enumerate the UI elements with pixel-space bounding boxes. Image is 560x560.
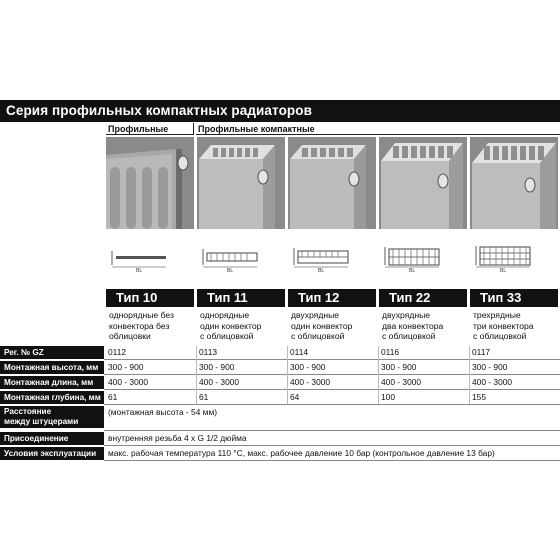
page-title: Серия профильных компактных радиаторов [0,100,560,122]
cell-depth-11: 61 [199,392,209,402]
desc-line: два конвектора [382,320,444,331]
row-label-length: Монтажная длина, мм [0,376,104,389]
bl-label: BL [318,268,325,273]
cell-reg-33: 0117 [472,347,491,357]
row-label-reg-number: Рег. № GZ [0,346,104,359]
radiator-photo-type-33 [470,137,558,229]
cell-depth-10: 61 [108,392,118,402]
row-label-connection: Присоединение [0,432,104,445]
cell-conditions: макс. рабочая температура 110 °C, макс. рабочее давление 10 бар (контрольное давление 13 бар) [108,448,495,458]
row-label-depth: Монтажная глубина, мм [0,391,104,404]
desc-line: с облицовкой [200,331,254,341]
subheader-compact: Профильные компактные [196,123,560,135]
type-description [379,310,467,342]
section-diagram-type-33 [470,245,558,273]
bl-label: BL [409,268,416,273]
cell-height-11: 300 - 900 [199,362,235,372]
desc-line: двухрядные [291,310,340,320]
type-description [470,310,558,342]
desc-line: с облицовкой [382,331,436,341]
row-label-distance [0,406,104,428]
divider [104,359,560,360]
cell-reg-12: 0114 [290,347,309,357]
cell-height-33: 300 - 900 [472,362,508,372]
bl-label: BL [500,268,507,273]
distance-label-line: между штуцерами [4,417,79,426]
divider [104,374,560,375]
desc-line: с облицовкой [473,331,527,341]
section-diagram-type-11 [197,245,285,273]
desc-line: конвектора без [109,320,170,331]
desc-line: облицовки [109,331,151,341]
subheader-flat: Профильные [106,123,194,135]
bl-label: BL [136,268,143,273]
desc-line: трехрядные [473,310,521,320]
cell-depth-33: 155 [472,392,486,402]
type-header-12: Тип 12 [288,289,376,307]
type-header-11: Тип 11 [197,289,285,307]
desc-line: с облицовкой [291,331,345,341]
cell-length-33: 400 - 3000 [472,377,513,387]
distance-label-line: Расстояние [4,407,52,416]
type-header-33: Тип 33 [470,289,558,307]
cell-depth-12: 64 [290,392,300,402]
cell-reg-10: 0112 [108,347,127,357]
cell-reg-22: 0116 [381,347,400,357]
radiator-photo-type-10 [106,137,194,229]
section-diagram-type-10 [106,245,194,273]
desc-line: один конвектор [200,320,262,331]
divider [104,430,560,431]
divider [104,404,560,405]
radiator-photo-type-12 [288,137,376,229]
desc-line: двухрядные [382,310,431,320]
cell-length-11: 400 - 3000 [199,377,240,387]
row-label-height: Монтажная высота, мм [0,361,104,374]
section-diagram-type-12 [288,245,376,273]
row-label-conditions: Условия эксплуатации [0,447,104,460]
desc-line: однорядные [200,310,250,320]
cell-connection: внутренняя резьба 4 x G 1/2 дюйма [108,433,247,443]
divider [104,445,560,446]
cell-height-12: 300 - 900 [290,362,326,372]
desc-line: однорядные без [109,310,174,320]
cell-height-10: 300 - 900 [108,362,144,372]
cell-length-22: 400 - 3000 [381,377,422,387]
cell-length-12: 400 - 3000 [290,377,331,387]
cell-length-10: 400 - 3000 [108,377,149,387]
bl-label: BL [227,268,234,273]
desc-line: один конвектор [291,320,353,331]
cell-height-22: 300 - 900 [381,362,417,372]
type-header-22: Тип 22 [379,289,467,307]
cell-reg-11: 0113 [199,347,218,357]
desc-line: три конвектора [473,320,534,331]
divider [104,460,560,461]
type-header-10: Тип 10 [106,289,194,307]
radiator-photo-type-11 [197,137,285,229]
section-diagram-type-22 [379,245,467,273]
cell-distance: (монтажная высота - 54 мм) [108,407,217,417]
type-description [197,310,285,342]
type-description [106,310,194,342]
cell-depth-22: 100 [381,392,395,402]
divider [104,389,560,390]
type-description [288,310,376,342]
radiator-photo-type-22 [379,137,467,229]
